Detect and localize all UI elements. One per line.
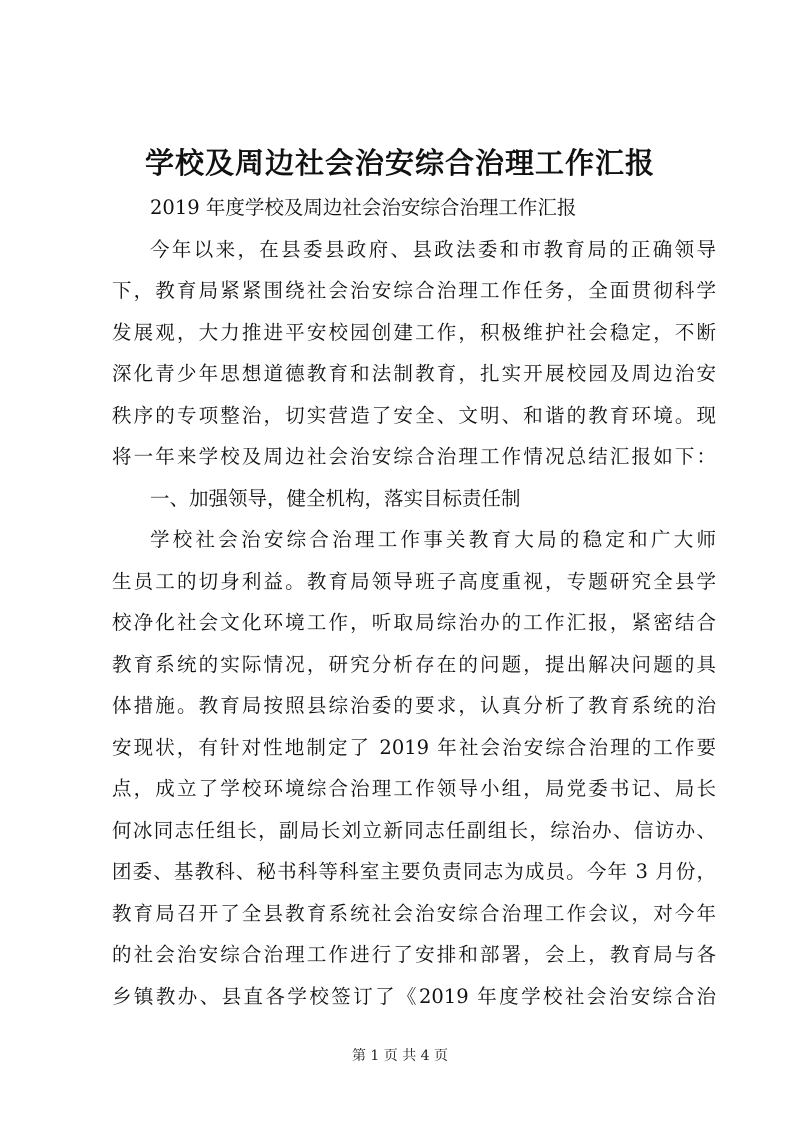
body-line: 体措施。教育局按照县综治委的要求，认真分析了教育系统的治 xyxy=(112,694,716,717)
document-body xyxy=(112,187,716,1017)
body-line: 2019 年度学校及周边社会治安综合治理工作汇报 xyxy=(150,196,577,219)
body-line: 团委、基教科、秘书科等科室主要负责同志为成员。今年 3 月份， xyxy=(112,860,716,883)
body-line: 安现状，有针对性地制定了 2019 年社会治安综合治理的工作要 xyxy=(112,735,716,759)
body-line: 乡镇教办、县直各学校签订了《2019 年度学校社会治安综合治 xyxy=(112,984,716,1008)
body-line: 发展观，大力推进平安校园创建工作，积极维护社会稳定，不断 xyxy=(112,320,716,344)
body-line: 今年以来，在县委县政府、县政法委和市教育局的正确领导 xyxy=(150,237,716,261)
body-line: 教育系统的实际情况，研究分析存在的问题，提出解决问题的具 xyxy=(112,652,716,676)
body-line: 何冰同志任组长，副局长刘立新同志任副组长，综治办、信访办、 xyxy=(112,818,716,842)
body-line: 深化青少年思想道德教育和法制教育，扎实开展校园及周边治安 xyxy=(112,362,716,385)
body-line: 秩序的专项整治，切实营造了安全、文明、和谐的教育环境。现 xyxy=(112,403,716,427)
body-line: 教育局召开了全县教育系统社会治安综合治理工作会议，对今年 xyxy=(112,901,716,925)
document-title: 学校及周边社会治安综合治理工作汇报 xyxy=(144,146,655,180)
body-line: 将一年来学校及周边社会治安综合治理工作情况总结汇报如下： xyxy=(112,445,716,468)
body-line: 生员工的切身利益。教育局领导班子高度重视，专题研究全县学 xyxy=(112,569,716,593)
body-line: 下，教育局紧紧围绕社会治安综合治理工作任务，全面贯彻科学 xyxy=(112,279,716,302)
page-footer: 第 1 页 共 4 页 xyxy=(351,1048,449,1064)
body-line: 一、加强领导，健全机构，落实目标责任制 xyxy=(150,486,521,510)
body-line: 学校社会治安综合治理工作事关教育大局的稳定和广大师 xyxy=(150,528,716,551)
body-line: 的社会治安综合治理工作进行了安排和部署，会上，教育局与各 xyxy=(112,943,716,966)
body-line: 校净化社会文化环境工作，听取局综治办的工作汇报，紧密结合 xyxy=(112,611,716,634)
body-line: 点，成立了学校环境综合治理工作领导小组，局党委书记、局长 xyxy=(112,777,716,800)
